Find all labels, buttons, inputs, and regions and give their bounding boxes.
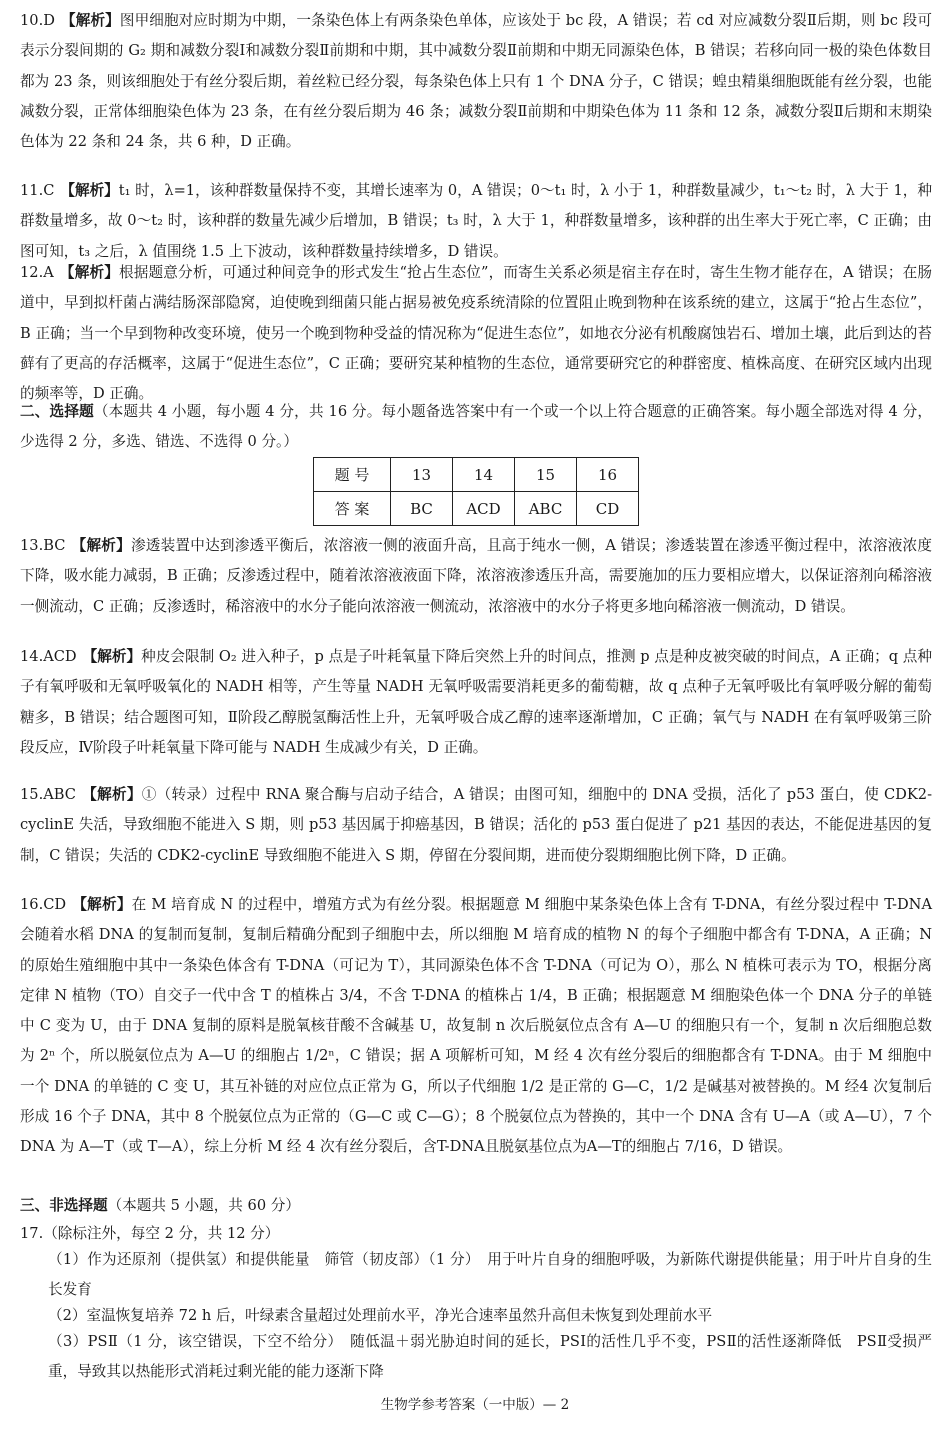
section-2-heading (20, 397, 932, 458)
question-number: 10. (20, 12, 44, 29)
analysis-tag: 【解析】 (82, 648, 142, 665)
table-cell: BC (391, 492, 453, 526)
question-number: 12. (20, 264, 44, 281)
analysis-tag: 【解析】 (71, 537, 131, 554)
analysis-tag: 【解析】 (60, 12, 120, 29)
answer-text: （2）室温恢复培养 72 h 后，叶绿素含量超过处理前水平，净光合速率虽然升高但未恢复到处理前水平 (48, 1307, 713, 1324)
question-10-explanation (20, 6, 932, 157)
question-16-explanation (20, 890, 932, 1163)
question-17-part-3 (48, 1327, 932, 1388)
table-cell: 14 (453, 458, 515, 492)
section-instructions: （本题共 4 小题，每小题 4 分，共 16 分。每小题备选答案中有一个或一个以上符合题意的正确答案。每小题全部选对得 4 分，少选得 2 分，多选、错选、不选得 0 分。） (20, 403, 932, 451)
question-answer: ACD (43, 648, 77, 665)
question-number: 13. (20, 537, 44, 554)
analysis-tag: 【解析】 (59, 264, 119, 281)
table-header-cell: 题 号 (314, 458, 391, 492)
explanation-text: 种皮会限制 O₂ 进入种子，p 点是子叶耗氧量下降后突然上升的时间点，推测 p 点是种皮被突破的时间点，A 正确；q 点种子有氧呼吸和无氧呼吸氧化的 NADH 相等，产生等量 NADH 无氧呼吸需要消耗更多的葡萄糖，故 q 点种子无氧呼吸比有氧呼吸分解的葡萄糖多，B 错误；结合题图可知，Ⅱ阶段乙醇脱氢酶活性上升，无氧呼吸合成乙醇的速率逐渐增加，C 正确；氧气与 NADH 在有氧呼吸第三阶段反应，Ⅳ阶段子叶耗氧量下降可能与 NADH 生成减少有关，D 正确。 (20, 648, 932, 756)
table-cell: 16 (577, 458, 639, 492)
table-header-cell: 答 案 (314, 492, 391, 526)
explanation-text: 根据题意分析，可通过种间竞争的形式发生“抢占生态位”，而寄生关系必须是宿主存在时，寄生生物才能存在，A 错误；在肠道中，早到拟杆菌占满结肠深部隐窝，迫使晚到细菌只能占据易被免疫系统清除的位置阻止晚到物种在该系统的建立，这属于“抢占生态位”，B 正确；当一个早到物种改变环境，使另一个晚到物种受益的情况称为“促进生态位”，如地衣分泌有机酸腐蚀岩石、增加土壤，此后到达的苔藓有了更高的存活概率，这属于“促进生态位”，C 正确；要研究某种植物的生态位，通常要研究它的种群密度、植株高度、在研究区域内出现的频率等，D 正确。 (20, 264, 932, 403)
answer-table (313, 457, 639, 526)
table-row (314, 492, 639, 526)
question-11-explanation (20, 176, 932, 267)
table-cell: CD (577, 492, 639, 526)
question-13-explanation (20, 531, 932, 622)
page-footer: 生物学参考答案（一中版）— 2 (380, 1397, 570, 1413)
section-instructions: （本题共 5 小题，共 60 分） (107, 1197, 300, 1214)
section-title: 二、选择题 (20, 403, 94, 420)
section-title: 三、非选择题 (20, 1197, 108, 1214)
explanation-text: 图甲细胞对应时期为中期，一条染色体上有两条染色单体，应该处于 bc 段，A 错误；若 cd 对应减数分裂Ⅱ后期，则 bc 段可表示分裂间期的 G₂ 期和减数分裂Ⅰ和减数分裂Ⅱ前期和中期，其中减数分裂Ⅱ前期和中期无同源染色体，B 错误；若移向同一极的染色体数目都为 23 条，则该细胞处于有丝分裂后期，着丝粒已经分裂，每条染色体上只有 1 个 DNA 分子，C 错误；蝗虫精巢细胞既能有丝分裂，也能减数分裂，正常体细胞染色体为 23 条，在有丝分裂后期为 46 条；减数分裂Ⅱ前期和中期染色体为 11 条和 12 条，减数分裂Ⅱ后期和末期染色体为 22 条和 24 条，共 6 种，D 正确。 (20, 12, 932, 151)
section-3-heading (20, 1191, 932, 1221)
analysis-tag: 【解析】 (81, 786, 142, 803)
explanation-text: 渗透装置中达到渗透平衡后，浓溶液一侧的液面升高，且高于纯水一侧，A 错误；渗透装置在渗透平衡过程中，浓溶液浓度下降，吸水能力减弱，B 正确；反渗透过程中，随着浓溶液液面下降，浓溶液渗透压升高，需要施加的压力要相应增大，以保证溶剂向稀溶液一侧流动，C 正确；反渗透时，稀溶液中的水分子能向浓溶液一侧流动，浓溶液中的水分子将更多地向稀溶液一侧流动，D 错误。 (20, 537, 932, 615)
explanation-text: t₁ 时，λ=1，该种群数量保持不变，其增长速率为 0，A 错误；0～t₁ 时，λ 小于 1，种群数量减少，t₁～t₂ 时，λ 大于 1，种群数量增多，故 0～t₂ 时，该种群的数量先减少后增加，B 错误；t₃ 时，λ 大于 1，种群数量增多，该种群的出生率大于死亡率，C 正确；由图可知，t₃ 之后，λ 值围绕 1.5 上下波动，该种群数量持续增多，D 错误。 (20, 182, 932, 260)
question-answer: BC (43, 537, 66, 554)
analysis-tag: 【解析】 (60, 182, 119, 199)
question-number: 15. (20, 786, 44, 803)
analysis-tag: 【解析】 (72, 896, 132, 913)
question-15-explanation (20, 780, 932, 871)
table-cell: ACD (453, 492, 515, 526)
question-answer: ABC (43, 786, 76, 803)
answer-text: （1）作为还原剂（提供氢）和提供能量 筛管（韧皮部）（1 分） 用于叶片自身的细胞呼吸，为新陈代谢提供能量；用于叶片自身的生长发育 (48, 1251, 932, 1299)
table-cell: 15 (515, 458, 577, 492)
question-answer: D (43, 12, 55, 29)
question-12-explanation (20, 258, 932, 409)
table-cell: 13 (391, 458, 453, 492)
question-answer: A (43, 264, 54, 281)
question-17-part-1 (48, 1245, 932, 1306)
question-answer: CD (43, 896, 67, 913)
answer-text: （3）PSⅡ（1 分，该空错误，下空不给分） 随低温＋弱光胁迫时间的延长，PSⅠ的活性几乎不变，PSⅡ的活性逐渐降低 PSⅡ受损严重，导致其以热能形式消耗过剩光能的能力逐渐下降 (48, 1333, 932, 1381)
explanation-text: 在 M 培育成 N 的过程中，增殖方式为有丝分裂。根据题意 M 细胞中某条染色体上含有 T-DNA，有丝分裂过程中 T-DNA 会随着水稻 DNA 的复制而复制，复制后精确分配到子细胞中去，所以细胞 M 培育成的植物 N 的每个子细胞中都含有 T-DNA，A 正确；N 的原始生殖细胞中其中一条染色体含有 T-DNA（可记为 T），其同源染色体不含 T-DNA（可记为 O），那么 N 植株可表示为 TO，根据分离定律 N 植物（TO）自交子一代中含 T 的植株占 3/4，不含 T-DNA 的植株占 1/4，B 正确；根据题意 M 细胞染色体一个 DNA 分子的单链中 C 变为 U，由于 DNA 复制的原料是脱氧核苷酸不含碱基 U，故复制 n 次后脱氨位点含有 A—U 的细胞只有一个，复制 n 次后细胞总数为 2ⁿ 个，所以脱氨位点为 A—U 的细胞占 1/2ⁿ，C 错误；据 A 项解析可知，M 经 4 次有丝分裂后的细胞都含有 T-DNA。由于 M 细胞中一个 DNA 的单链的 C 变 U，其互补链的对应位点正常为 G，所以子代细胞 1/2 是正常的 G—C，1/2 是碱基对被替换的。M 经4 次复制后形成 16 个子 DNA，其中 8 个脱氨位点为正常的（G—C 或 C—G）；8 个脱氨位点为替换的，其中一个 DNA 含有 U—A（或 A—U），7 个 DNA 为 A—T（或 T—A），综上分析 M 经 4 次有丝分裂后，含T-DNA且脱氨基位点为A—T的细胞占 7/16，D 错误。 (20, 896, 932, 1156)
question-14-explanation (20, 642, 932, 763)
question-number: 11. (20, 182, 44, 199)
question-number: 14. (20, 648, 44, 665)
explanation-text: ①（转录）过程中 RNA 聚合酶与启动子结合，A 错误；由图可知，细胞中的 DNA 受损，活化了 p53 蛋白，使 CDK2-cyclinE 失活，导致细胞不能进入 S 期，则 p53 基因属于抑癌基因，B 错误；活化的 p53 蛋白促进了 p21 基因的表达，不能促进基因的复制，C 错误；失活的 CDK2-cyclinE 导致细胞不能进入 S 期，停留在分裂间期，进而使分裂期细胞比例下降，D 正确。 (20, 786, 932, 864)
question-17-head: 17.（除标注外，每空 2 分，共 12 分） (20, 1225, 280, 1242)
question-number: 16. (20, 896, 44, 913)
question-answer: C (43, 182, 55, 199)
table-cell: ABC (515, 492, 577, 526)
table-row (314, 458, 639, 492)
